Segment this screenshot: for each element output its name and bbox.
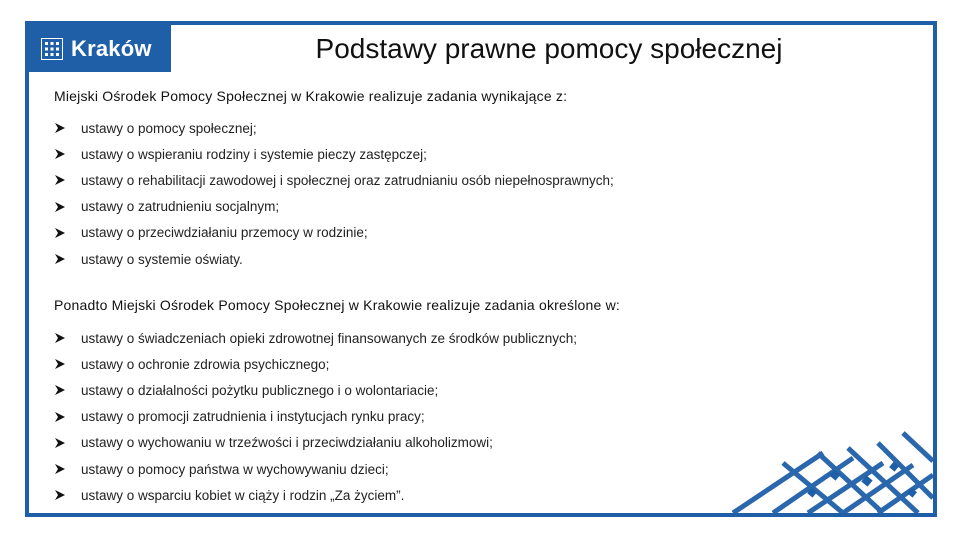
list-item-text: ustawy o przeciwdziałaniu przemocy w rodzinie; <box>81 225 368 241</box>
list-item-text: ustawy o wspieraniu rodziny i systemie pieczy zastępczej; <box>81 146 427 162</box>
list-item <box>54 246 614 272</box>
arrowhead-bullet-icon <box>54 411 70 423</box>
list-item-text: ustawy o pomocy państwa w wychowywaniu dzieci; <box>81 461 389 477</box>
arrowhead-bullet-icon <box>54 201 70 213</box>
list-item-text: ustawy o pomocy społecznej; <box>81 120 257 136</box>
list-item <box>54 325 577 351</box>
arrowhead-bullet-icon <box>54 253 70 265</box>
arrowhead-bullet-icon <box>54 332 70 344</box>
list-item <box>54 351 577 377</box>
slide-frame <box>25 21 937 517</box>
list-item-text: ustawy o działalności pożytku publicznego i o wolontariacie; <box>81 382 439 398</box>
arrowhead-bullet-icon <box>54 437 70 449</box>
list-item-text: ustawy o wsparciu kobiet w ciąży i rodzin „Za życiem”. <box>81 487 405 503</box>
list-item-text: ustawy o promocji zatrudnienia i instytucjach rynku pracy; <box>81 409 425 425</box>
krakow-logo-mark-icon <box>41 38 63 60</box>
city-map-decoration <box>713 403 933 513</box>
list-item <box>54 456 577 482</box>
list-item <box>54 404 577 430</box>
arrowhead-bullet-icon <box>54 489 70 501</box>
list-item <box>54 141 614 167</box>
arrowhead-bullet-icon <box>54 227 70 239</box>
list-item <box>54 167 614 193</box>
list-item-text: ustawy o ochronie zdrowia psychicznego; <box>81 356 330 372</box>
list-item <box>54 194 614 220</box>
arrowhead-bullet-icon <box>54 148 70 160</box>
section1-intro: Miejski Ośrodek Pomocy Społecznej w Krakowie realizuje zadania wynikające z: <box>54 88 568 104</box>
list-item-text: ustawy o systemie oświaty. <box>81 251 243 267</box>
list-item-text: ustawy o wychowaniu w trzeźwości i przeciwdziałaniu alkoholizmowi; <box>81 435 493 451</box>
list-item-text: ustawy o świadczeniach opieki zdrowotnej finansowanych ze środków publicznych; <box>81 330 578 346</box>
list-item-text: ustawy o zatrudnieniu socjalnym; <box>81 199 280 215</box>
section2-intro: Ponadto Miejski Ośrodek Pomocy Społecznej w Krakowie realizuje zadania określone w: <box>54 297 620 313</box>
list-item <box>54 220 614 246</box>
list-item <box>54 377 577 403</box>
list-item <box>54 115 614 141</box>
arrowhead-bullet-icon <box>54 122 70 134</box>
page-title: Podstawy prawne pomocy społecznej <box>315 33 783 64</box>
list-item-text: ustawy o rehabilitacji zawodowej i społecznej oraz zatrudnianiu osób niepełnosprawnych; <box>81 172 614 188</box>
arrowhead-bullet-icon <box>54 174 70 186</box>
arrowhead-bullet-icon <box>54 358 70 370</box>
list-item <box>54 482 577 508</box>
section2-list <box>54 325 577 508</box>
section1-list <box>54 115 614 272</box>
list-item <box>54 430 577 456</box>
arrowhead-bullet-icon <box>54 384 70 396</box>
arrowhead-bullet-icon <box>54 463 70 475</box>
krakow-logo <box>29 25 171 72</box>
logo-text: Kraków <box>71 35 152 61</box>
